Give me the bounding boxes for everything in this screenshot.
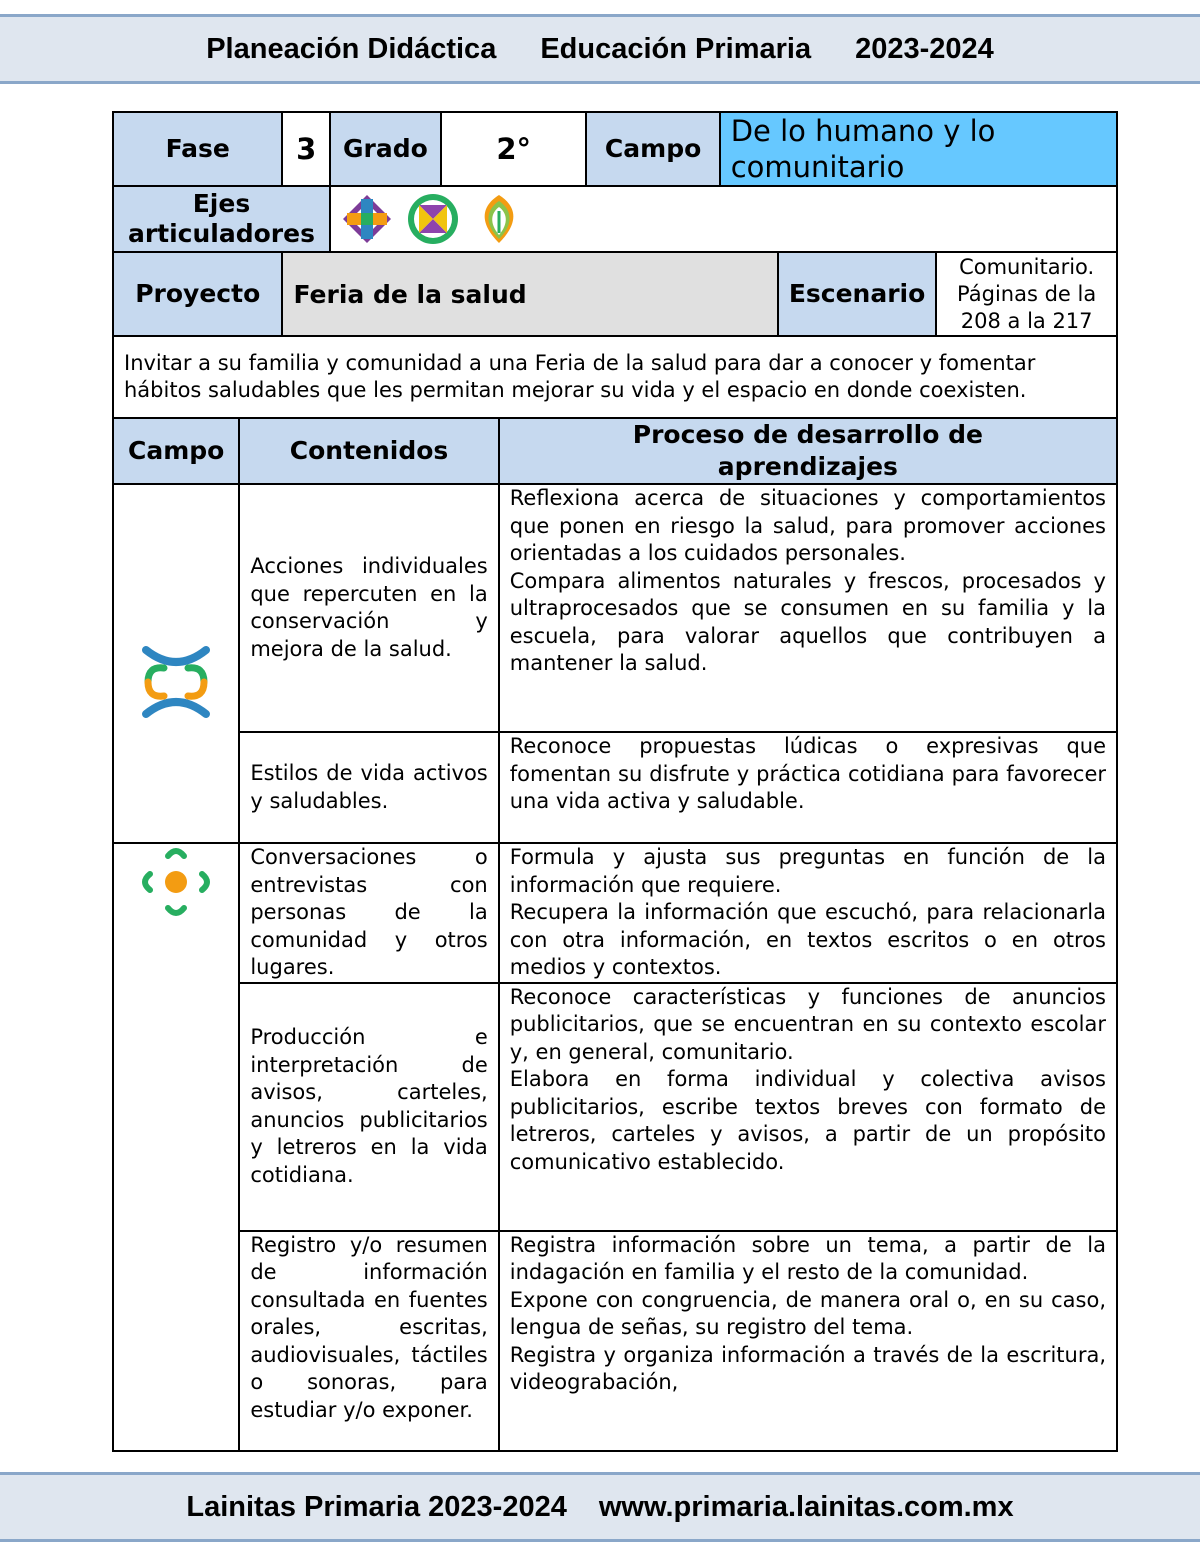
escenario-value: Comunitario. Páginas de la 208 a la 217 (936, 252, 1117, 336)
education-level: Educación Primaria (540, 32, 812, 65)
school-year: 2023-2024 (855, 32, 994, 65)
project-purpose: Invitar a su familia y comunidad a una Feria de la salud para dar a conocer y fomentar hábitos saludables que les permitan mejorar su vida y el espacio en donde coexisten. (113, 336, 1117, 418)
footer-url[interactable]: www.primaria.lainitas.com.mx (598, 1490, 1014, 1523)
contenido-cell: Conversaciones o entrevistas con personas de la comunidad y otros lugares. (239, 843, 498, 983)
fase-label: Fase (113, 112, 282, 186)
proceso-cell: Registra información sobre un tema, a partir de la indagación en familia y el resto de la comunidad. Expone con congruencia, de manera oral o, en su caso, lengua de señas, su registro del tema. Registra y organiza información a través de la escritura, videograbación, (499, 1231, 1117, 1451)
fase-value: 3 (282, 112, 329, 186)
lenguajes-icon (138, 844, 214, 920)
proceso-cell: Reconoce características y funciones de anuncios publicitarios, que se encuentran en su contexto escolar y, en general, comunitario. Elabora en forma individual y colectiva avisos publicitarios, escribe textos breves con formato de letreros, carteles y avisos, a partir de un propósito comunicativo establecido. (499, 983, 1117, 1231)
campo-value: De lo humano y lo comunitario (720, 112, 1117, 186)
col-proceso-header: Proceso de desarrollo de aprendizajes (499, 418, 1117, 484)
ejes-label: Ejes articuladores (113, 186, 330, 252)
footer-brand: Lainitas Primaria 2023-2024 (186, 1490, 567, 1523)
vida-saludable-icon (471, 191, 527, 247)
contenido-cell: Estilos de vida activos y saludables. (239, 732, 498, 843)
grado-label: Grado (330, 112, 441, 186)
top-banner (0, 14, 1200, 84)
ejes-icons (330, 186, 1117, 252)
campo-cell-lenguajes (113, 843, 239, 1451)
col-contenidos-header: Contenidos (239, 418, 498, 484)
inclusion-icon (339, 191, 395, 247)
proceso-cell: Reconoce propuestas lúdicas o expresivas que fomentan su disfrute y práctica cotidiana para favorecer una vida activa y saludable. (499, 732, 1117, 843)
escenario-label: Escenario (778, 252, 936, 336)
bottom-banner (0, 1472, 1200, 1542)
col-campo-header: Campo (113, 418, 239, 484)
campo-label: Campo (586, 112, 719, 186)
campo-cell-humano (113, 484, 239, 843)
grado-value: 2° (441, 112, 587, 186)
contenido-cell: Acciones individuales que repercuten en la conservación y mejora de la salud. (239, 484, 498, 732)
document-title: Planeación Didáctica (206, 32, 497, 65)
planning-table (112, 111, 1118, 1452)
proyecto-value: Feria de la salud (282, 252, 777, 336)
interculturalidad-icon (405, 191, 461, 247)
proceso-cell: Reflexiona acerca de situaciones y comportamientos que ponen en riesgo la salud, para promover acciones orientadas a los cuidados personales. Compara alimentos naturales y frescos, procesados y ultraprocesados que se consumen en su familia y la escuela, para valorar aquellos que contribuyen a mantener la salud. (499, 484, 1117, 732)
contenido-cell: Registro y/o resumen de información consultada en fuentes orales, escritas, audiovisuales, táctiles o sonoras, para estudiar y/o exponer. (239, 1231, 498, 1451)
contenido-cell: Producción e interpretación de avisos, carteles, anuncios publicitarios y letreros en la vida cotidiana. (239, 983, 498, 1231)
proyecto-label: Proyecto (113, 252, 282, 336)
humano-comunitario-icon (138, 644, 214, 720)
proceso-cell: Formula y ajusta sus preguntas en función de la información que requiere. Recupera la información que escuchó, para relacionarla con otra información, en textos escritos o en otros medios y contextos. (499, 843, 1117, 983)
